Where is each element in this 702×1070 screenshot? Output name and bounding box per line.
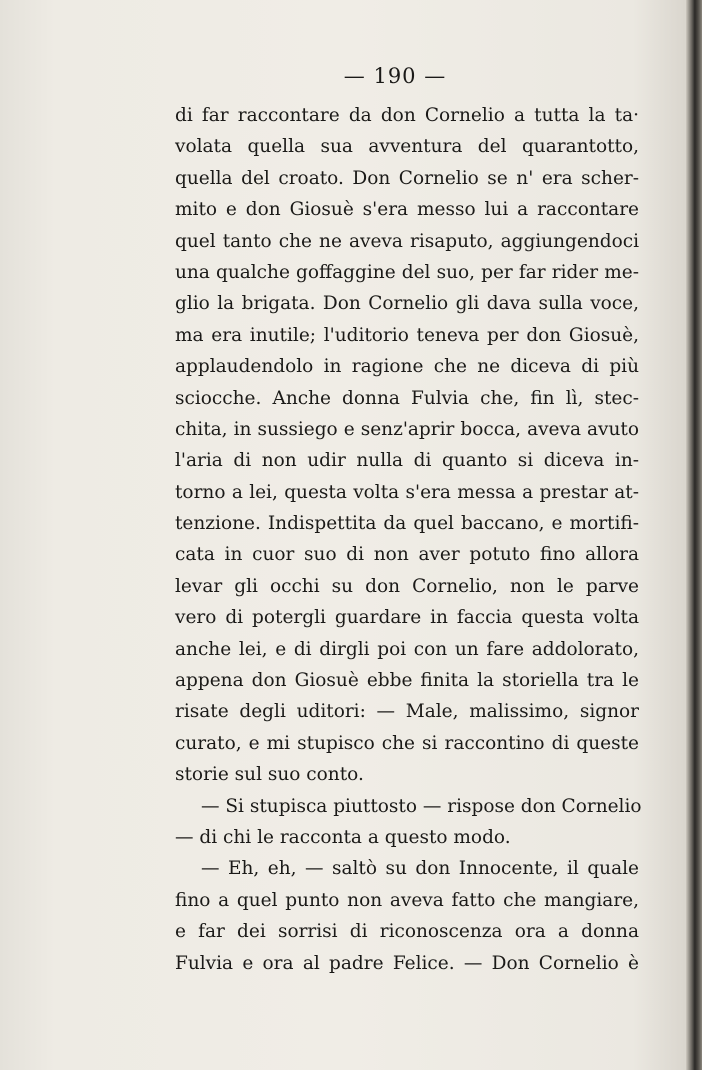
text-line: l'aria di non udir nulla di quanto si diceva in-	[175, 450, 639, 472]
text-line: tenzione. Indispettita da quel baccano, e mortifi-	[175, 513, 639, 535]
body-text	[175, 100, 642, 979]
text-line: torno a lei, questa volta s'era messa a prestar at-	[175, 481, 639, 503]
text-line: — Eh, eh, — saltò su don Innocente, il quale	[201, 858, 639, 880]
text-line: sciocche. Anche donna Fulvia che, fin lì, stec-	[175, 387, 639, 409]
text-line: mito e don Giosuè s'era messo lui a raccontare	[175, 199, 639, 221]
text-line: e far dei sorrisi di riconoscenza ora a donna	[175, 921, 639, 943]
text-line: chita, in sussiego e senz'aprir bocca, aveva avuto	[175, 418, 639, 440]
text-line: curato, e mi stupisco che si raccontino di queste	[175, 732, 639, 754]
text-line: una qualche goffaggine del suo, per far rider me-	[175, 261, 639, 283]
text-line: levar gli occhi su don Cornelio, non le parve	[175, 575, 639, 597]
text-line: quel tanto che ne aveva risaputo, aggiungendoci	[175, 230, 639, 252]
text-line: cata in cuor suo di non aver potuto fino allora	[175, 544, 639, 566]
text-line: risate degli uditori: — Male, malissimo, signor	[175, 701, 639, 723]
text-line: appena don Giosuè ebbe finita la storiella tra le	[175, 670, 639, 692]
text-line: — Si stupisca piuttosto — rispose don Cornelio	[201, 795, 642, 817]
text-line: anche lei, e di dirgli poi con un fare addolorato,	[175, 638, 639, 660]
text-line: di far raccontare da don Cornelio a tutta la ta·	[175, 105, 639, 126]
text-line: quella del croato. Don Cornelio se n' era scher-	[175, 167, 639, 189]
text-line: volata quella sua avventura del quarantotto,	[175, 136, 639, 158]
text-line: — di chi le racconta a questo modo.	[175, 826, 511, 848]
book-spine-edge	[686, 0, 702, 1070]
text-line: vero di potergli guardare in faccia questa volta	[175, 607, 639, 629]
text-line: fino a quel punto non aveva fatto che mangiare,	[175, 889, 639, 911]
text-line: applaudendolo in ragione che ne diceva di più	[175, 356, 639, 378]
text-line: ma era inutile; l'uditorio teneva per don Giosuè,	[175, 324, 639, 346]
text-line: storie sul suo conto.	[175, 764, 364, 786]
text-line: Fulvia e ora al padre Felice. — Don Cornelio è	[175, 952, 639, 974]
text-line: glio la brigata. Don Cornelio gli dava sulla voce,	[175, 293, 639, 315]
page-number: — 190 —	[343, 64, 447, 88]
